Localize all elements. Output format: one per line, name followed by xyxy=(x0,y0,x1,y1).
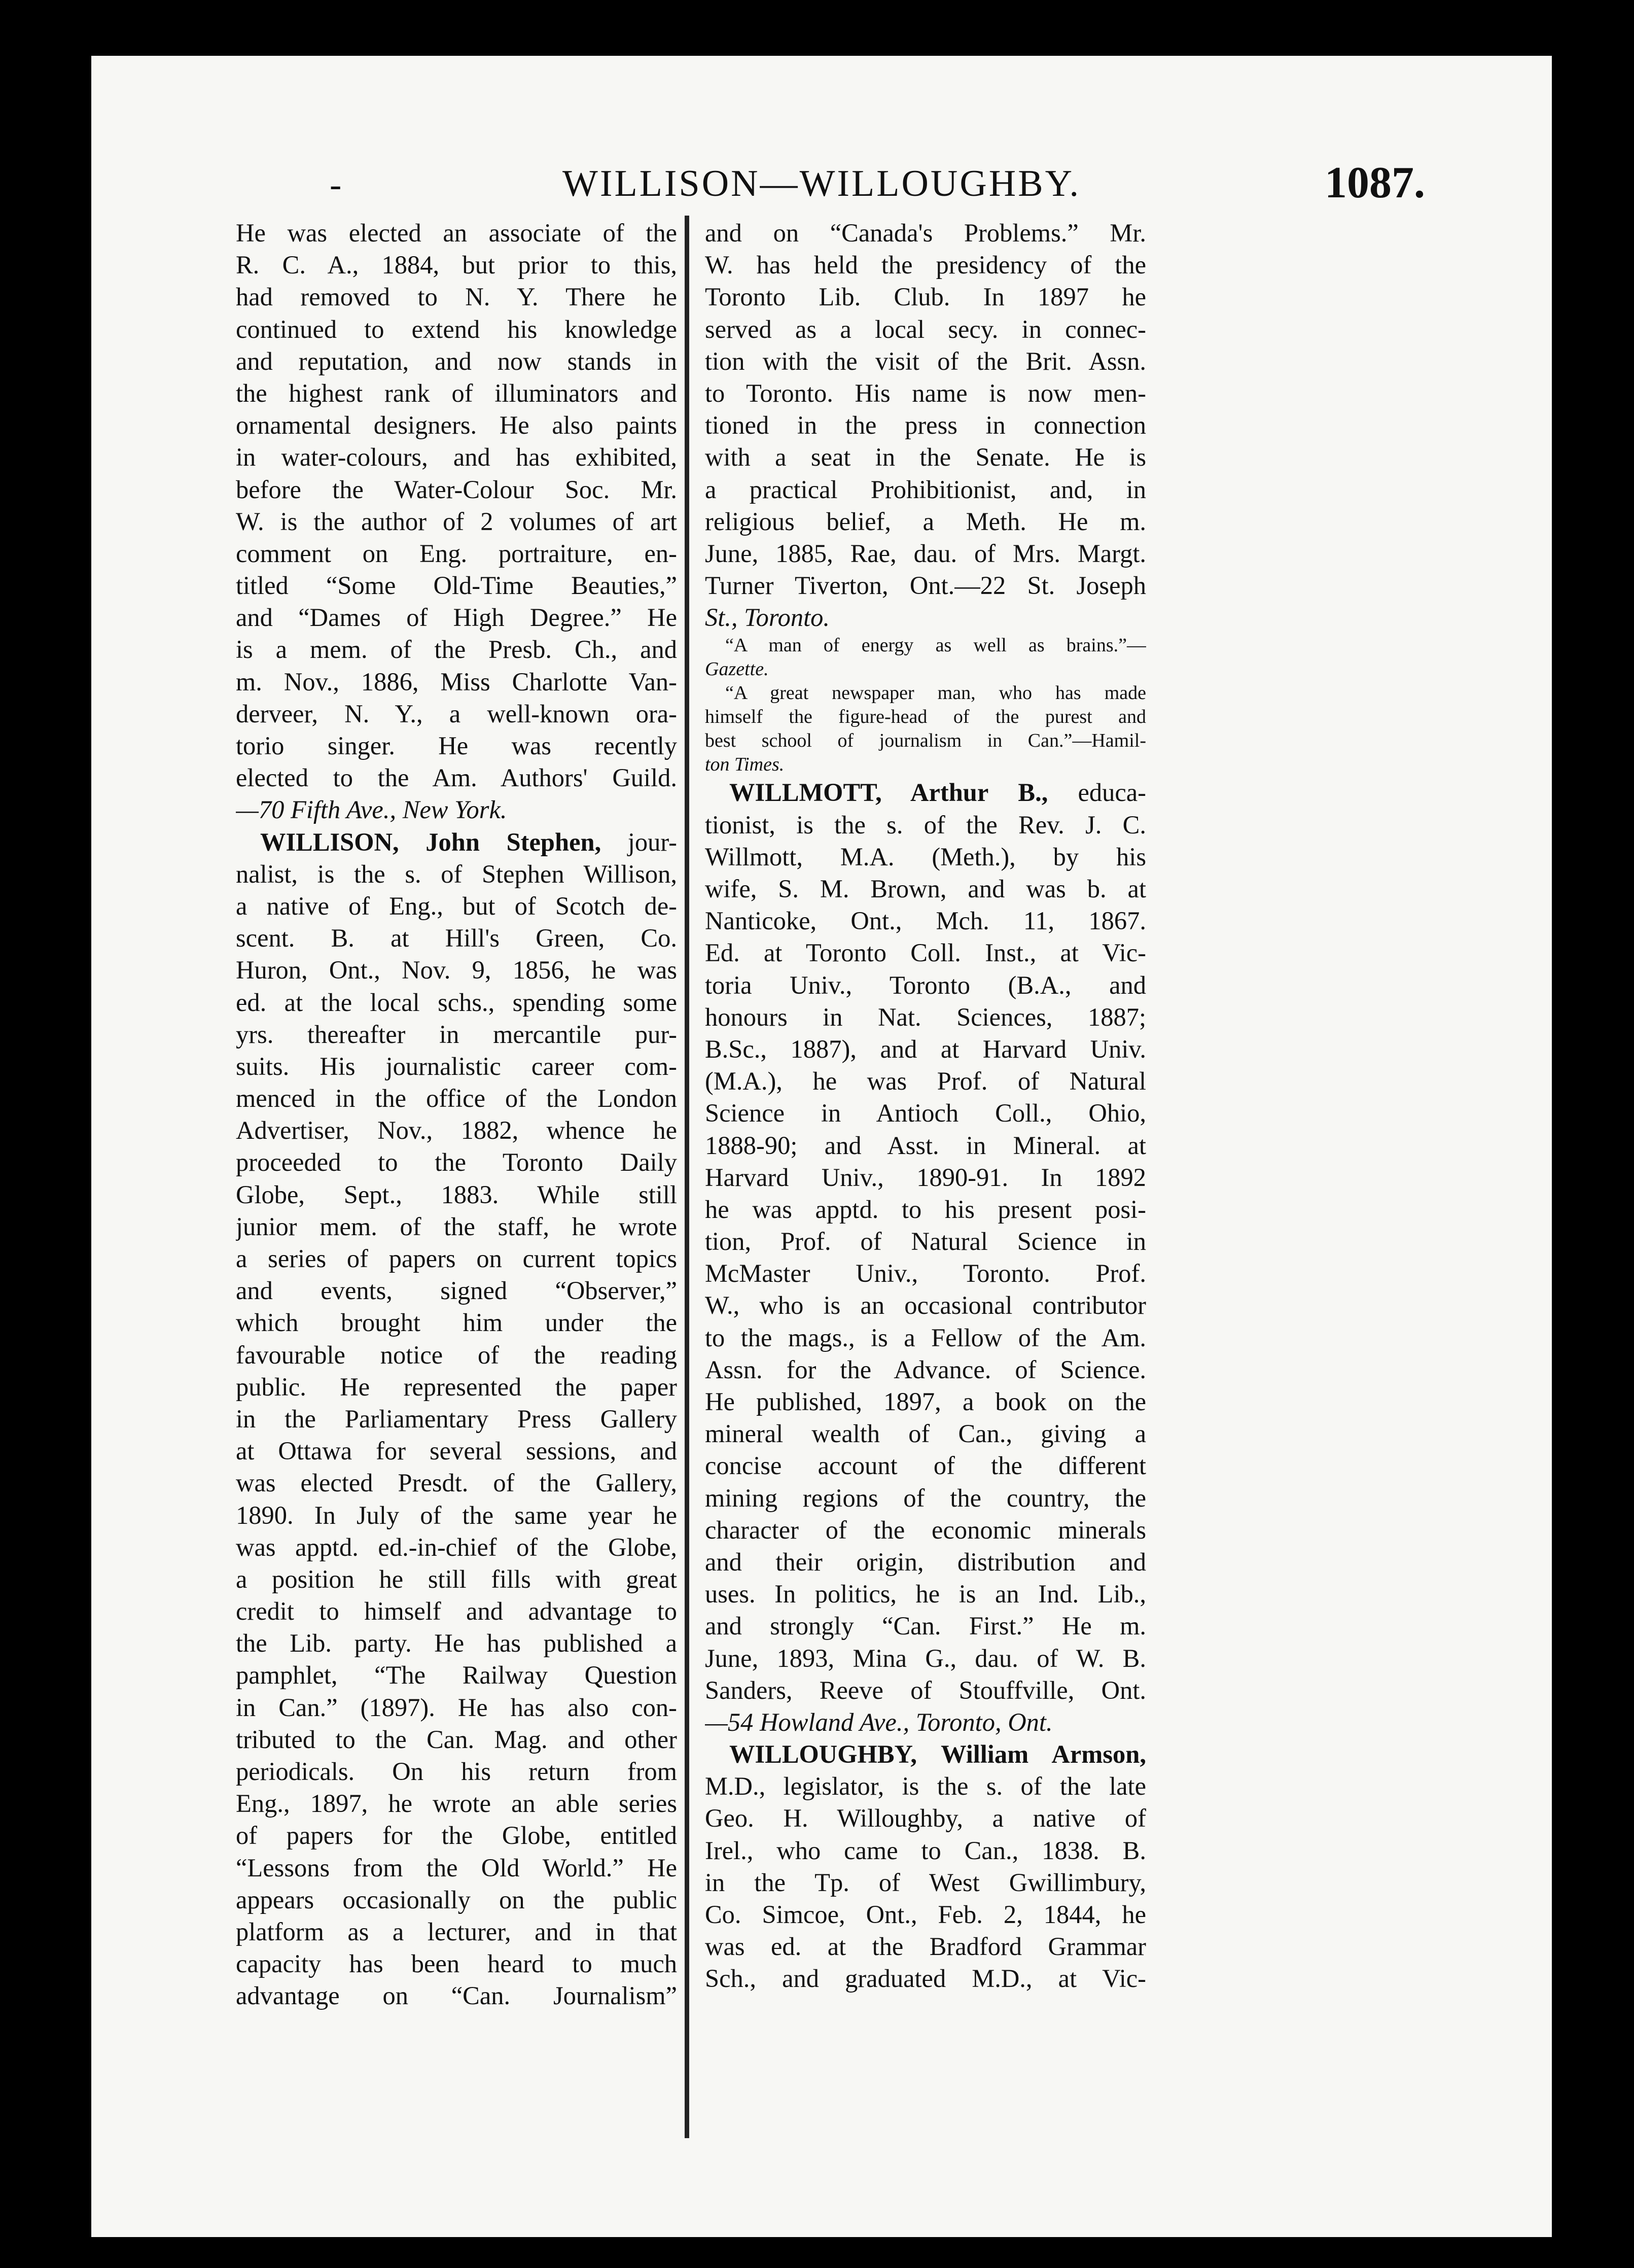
text-line: comment on Eng. portraiture, en- xyxy=(236,539,677,568)
text-line: before the Water-Colour Soc. Mr. xyxy=(236,475,677,504)
text-line: in Can.” (1897). He has also con- xyxy=(236,1693,677,1722)
text-line: Science in Antioch Coll., Ohio, xyxy=(705,1099,1146,1128)
running-head: WILLISON—WILLOUGHBY. xyxy=(562,163,1081,204)
text-line: concise account of the different xyxy=(705,1451,1146,1480)
text-line: tioned in the press in connection xyxy=(705,411,1146,440)
text-line: and their origin, distribution and xyxy=(705,1547,1146,1576)
text-line: Toronto Lib. Club. In 1897 he xyxy=(705,283,1146,311)
page-number-value: 1087 xyxy=(1325,158,1414,207)
text-line: pamphlet, “The Railway Question xyxy=(236,1661,677,1690)
entry-heading-line xyxy=(705,1738,1146,1770)
text-line: B.Sc., 1887), and at Harvard Univ. xyxy=(705,1034,1146,1063)
text-line: nalist, is the s. of Stephen Willison, xyxy=(236,859,677,888)
text-line: appears occasionally on the public xyxy=(236,1885,677,1914)
text-line: toria Univ., Toronto (B.A., and xyxy=(705,970,1146,999)
text-line: Sanders, Reeve of Stouffville, Ont. xyxy=(705,1676,1146,1704)
text-line: Willmott, M.A. (Meth.), by his xyxy=(705,842,1146,871)
text-line: “Lessons from the Old World.” He xyxy=(236,1853,677,1882)
text-line: in the Tp. of West Gwillimbury, xyxy=(705,1868,1146,1897)
text-line: Ed. at Toronto Coll. Inst., at Vic- xyxy=(705,938,1146,967)
text-line: Gazette. xyxy=(705,658,769,680)
text-line: was elected Presdt. of the Gallery, xyxy=(236,1469,677,1497)
text-line: Sch., and graduated M.D., at Vic- xyxy=(705,1964,1146,1993)
text-line: is a mem. of the Presb. Ch., and xyxy=(236,635,677,664)
text-line: McMaster Univ., Toronto. Prof. xyxy=(705,1259,1146,1288)
text-line: a position he still fills with great xyxy=(236,1564,677,1593)
entry-heading-line xyxy=(705,777,1146,809)
text-line: at Ottawa for several sessions, and xyxy=(236,1437,677,1466)
right-column xyxy=(705,217,1146,1995)
text-line: he was apptd. to his present posi- xyxy=(705,1195,1146,1224)
text-line: was apptd. ed.-in-chief of the Globe, xyxy=(236,1532,677,1561)
page-number-mark: . xyxy=(1414,158,1425,207)
text-line: Assn. for the Advance. of Science. xyxy=(705,1355,1146,1384)
text-line: to the mags., is a Fellow of the Am. xyxy=(705,1323,1146,1352)
text-line: He published, 1897, a book on the xyxy=(705,1387,1146,1416)
text-line: tionist, is the s. of the Rev. J. C. xyxy=(705,810,1146,839)
text-line: capacity has been heard to much xyxy=(236,1949,677,1978)
text-line: tion with the visit of the Brit. Assn. xyxy=(705,346,1146,375)
text-line: public. He represented the paper xyxy=(236,1372,677,1401)
text-line: W. has held the presidency of the xyxy=(705,251,1146,280)
entry-heading-line xyxy=(236,826,677,858)
book-page xyxy=(91,56,1552,2237)
text-line: elected to the Am. Authors' Guild. xyxy=(236,763,677,792)
text-line: derveer, N. Y., a well-known ora- xyxy=(236,699,677,728)
text-line: had removed to N. Y. There he xyxy=(236,283,677,311)
text-line: junior mem. of the staff, he wrote xyxy=(236,1212,677,1241)
text-line: Advertiser, Nov., 1882, whence he xyxy=(236,1116,677,1145)
header-mark: - xyxy=(330,165,342,204)
text-line: 1890. In July of the same year he xyxy=(236,1501,677,1529)
text-line: which brought him under the xyxy=(236,1308,677,1337)
text-line: —70 Fifth Ave., New York. xyxy=(236,795,507,824)
text-line: —54 Howland Ave., Toronto, Ont. xyxy=(705,1707,1053,1736)
text-line: mineral wealth of Can., giving a xyxy=(705,1419,1146,1448)
text-line: served as a local secy. in connec- xyxy=(705,315,1146,343)
page-number xyxy=(1325,157,1425,208)
text-line: honours in Nat. Sciences, 1887; xyxy=(705,1002,1146,1031)
text-line: a practical Prohibitionist, and, in xyxy=(705,475,1146,504)
text-line: “A man of energy as well as brains.”— xyxy=(725,635,1146,656)
text-line: Huron, Ont., Nov. 9, 1856, he was xyxy=(236,956,677,985)
left-column xyxy=(236,217,677,2012)
entry-headword: WILLOUGHBY, William Armson, xyxy=(729,1740,1146,1769)
text-line: Globe, Sept., 1883. While still xyxy=(236,1180,677,1209)
text-line: scent. B. at Hill's Green, Co. xyxy=(236,924,677,953)
text-line: Harvard Univ., 1890-91. In 1892 xyxy=(705,1163,1146,1192)
text-line: Co. Simcoe, Ont., Feb. 2, 1844, he xyxy=(705,1900,1146,1929)
text-line: the highest rank of illuminators and xyxy=(236,378,677,407)
text-line: menced in the office of the London xyxy=(236,1084,677,1113)
text-line: ton Times. xyxy=(705,754,785,776)
text-line: tributed to the Can. Mag. and other xyxy=(236,1725,677,1754)
text-line: titled “Some Old-Time Beauties,” xyxy=(236,571,677,600)
text-line: continued to extend his knowledge xyxy=(236,315,677,343)
text-line: proceeded to the Toronto Daily xyxy=(236,1148,677,1177)
text-line: mining regions of the country, the xyxy=(705,1483,1146,1512)
text-line: (M.A.), he was Prof. of Natural xyxy=(705,1067,1146,1096)
text-line: torio singer. He was recently xyxy=(236,731,677,760)
text-line: favourable notice of the reading xyxy=(236,1340,677,1369)
column-rule xyxy=(685,216,689,2138)
entry-heading-rest: jour- xyxy=(601,827,677,856)
text-line: tion, Prof. of Natural Science in xyxy=(705,1227,1146,1256)
text-line: uses. In politics, he is an Ind. Lib., xyxy=(705,1580,1146,1609)
entry-headword: WILLISON, John Stephen, xyxy=(260,827,601,856)
text-line: wife, S. M. Brown, and was b. at xyxy=(705,875,1146,903)
text-line: m. Nov., 1886, Miss Charlotte Van- xyxy=(236,667,677,696)
text-line: He was elected an associate of the xyxy=(236,219,677,247)
text-line: Irel., who came to Can., 1838. B. xyxy=(705,1836,1146,1865)
text-line: in the Parliamentary Press Gallery xyxy=(236,1404,677,1433)
text-line: R. C. A., 1884, but prior to this, xyxy=(236,251,677,280)
page-header xyxy=(91,158,1552,218)
text-line: advantage on “Can. Journalism” xyxy=(236,1981,677,2010)
text-line: best school of journalism in Can.”—Hamil- xyxy=(705,730,1146,752)
text-line: and strongly “Can. First.” He m. xyxy=(705,1612,1146,1641)
text-line: with a seat in the Senate. He is xyxy=(705,443,1146,472)
text-line: a native of Eng., but of Scotch de- xyxy=(236,891,677,920)
text-line: and events, signed “Observer,” xyxy=(236,1276,677,1305)
text-line: and reputation, and now stands in xyxy=(236,346,677,375)
text-line: W. is the author of 2 volumes of art xyxy=(236,507,677,536)
text-line: a series of papers on current topics xyxy=(236,1244,677,1273)
text-line: Turner Tiverton, Ont.—22 St. Joseph xyxy=(705,571,1146,600)
text-line: June, 1893, Mina G., dau. of W. B. xyxy=(705,1644,1146,1672)
text-line: ornamental designers. He also paints xyxy=(236,411,677,440)
text-line: June, 1885, Rae, dau. of Mrs. Margt. xyxy=(705,539,1146,568)
text-line: 1888-90; and Asst. in Mineral. at xyxy=(705,1131,1146,1160)
text-line: in water-colours, and has exhibited, xyxy=(236,443,677,472)
text-line: himself the figure-head of the purest and xyxy=(705,706,1146,728)
entry-heading-rest: educa- xyxy=(1048,778,1146,807)
text-line: credit to himself and advantage to xyxy=(236,1597,677,1626)
text-line: platform as a lecturer, and in that xyxy=(236,1917,677,1946)
text-line: M.D., legislator, is the s. of the late xyxy=(705,1772,1146,1801)
text-line: Eng., 1897, he wrote an able series xyxy=(236,1789,677,1818)
text-line: of papers for the Globe, entitled xyxy=(236,1821,677,1850)
text-line: “A great newspaper man, who has made xyxy=(725,682,1146,704)
text-line: W., who is an occasional contributor xyxy=(705,1291,1146,1320)
text-line: religious belief, a Meth. He m. xyxy=(705,507,1146,536)
text-line: yrs. thereafter in mercantile pur- xyxy=(236,1020,677,1049)
text-line: was ed. at the Bradford Grammar xyxy=(705,1932,1146,1961)
text-line: to Toronto. His name is now men- xyxy=(705,378,1146,407)
text-line: Nanticoke, Ont., Mch. 11, 1867. xyxy=(705,906,1146,935)
text-line: periodicals. On his return from xyxy=(236,1757,677,1786)
text-line: suits. His journalistic career com- xyxy=(236,1052,677,1080)
text-line: St., Toronto. xyxy=(705,603,830,632)
text-line: and “Dames of High Degree.” He xyxy=(236,603,677,632)
entry-headword: WILLMOTT, Arthur B., xyxy=(729,778,1048,807)
text-line: the Lib. party. He has published a xyxy=(236,1629,677,1658)
text-line: character of the economic minerals xyxy=(705,1515,1146,1544)
text-line: Geo. H. Willoughby, a native of xyxy=(705,1804,1146,1833)
text-line: ed. at the local schs., spending some xyxy=(236,988,677,1017)
text-line: and on “Canada's Problems.” Mr. xyxy=(705,219,1146,247)
